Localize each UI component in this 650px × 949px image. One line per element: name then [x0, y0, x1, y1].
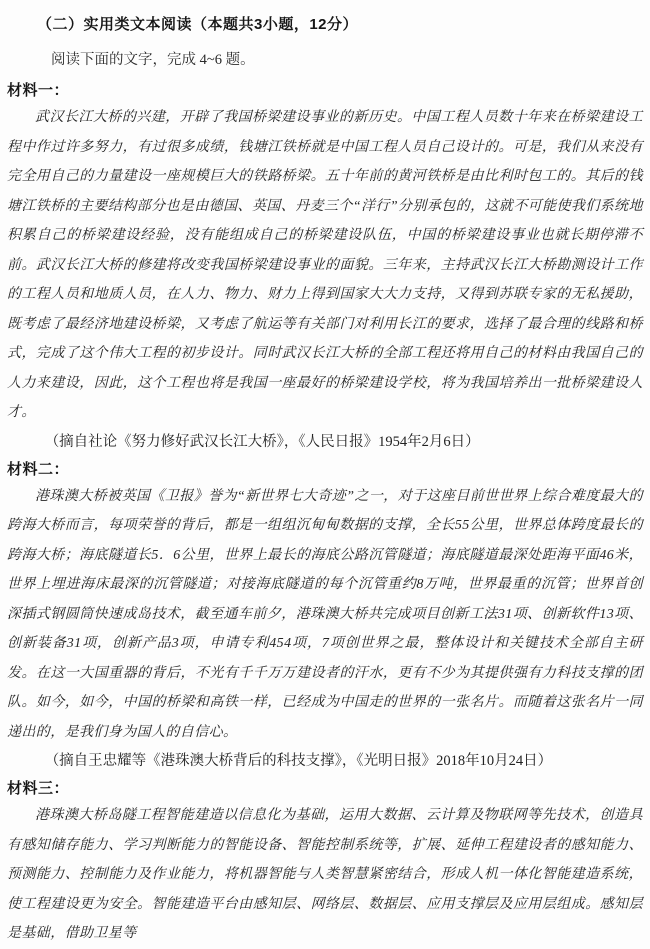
material-2-body: 港珠澳大桥被英国《卫报》誉为“新世界七大奇迹”之一，对于这座目前世世界上综合难度最大的跨海大桥而言，每项荣誉的背后，都是一组组沉甸甸数据的支撑，全长55公里，世界总体跨度最长的跨海大桥；海底隧道长5．6公里，世界上最长的海底公路沉管隧道；海底隧道最深处距海平面46米，世界上埋进海床最深的沉管隧道；对接海底隧道的每个沉管重约8万吨，世界最重的沉管；世界首创深插式钢圆筒快速成岛技术，截至通车前夕，港珠澳大桥共完成项目创新工法31项、创新软件13项、创新装备31项，创新产品3项，申请专利454项，7项创世界之最，整体设计和关键技术全部自主研发。在这一大国重器的背后，不光有千千万万建设者的汗水，更有不少为其提供强有力科技支撑的团队。如今，如今，中国的桥梁和高铁一样，已经成为中国走的世界的一张名片。而随着这张名片一同递出的，是我们身为国人的自信心。: [7, 488, 643, 740]
material-section-1: [7, 80, 643, 457]
material-1-label: 材料一：: [7, 82, 70, 99]
material-section-2: [7, 459, 643, 777]
material-2-label: 材料二：: [7, 460, 70, 478]
material-3-label: 材料三：: [7, 780, 70, 797]
material-1-body: 武汉长江大桥的兴建，开辟了我国桥梁建设事业的新历史。中国工程人员数十年来在桥梁建设工程中作过许多努力，有过很多成绩，钱塘江铁桥就是中国工程人员自己设计的。可是，我们从来没有完全用自己的力量建设一座规模巨大的铁路桥梁。五十年前的黄河铁桥是由比利时包工的。其后的钱塘江铁桥的主要结构部分也是由德国、英国、丹麦三个“洋行”分别承包的，这就不可能使我们系统地积累自己的桥梁建设经验，没有能组成自己的桥梁建设队伍，中国的桥梁建设事业也就长期停滞不前。武汉长江大桥的修建将改变我国桥梁建设事业的面貌。三年来，主持武汉长江大桥勘测设计工作的工程人员和地质人员，在人力、物力、财力上得到国家大大力支持，又得到苏联专家的无私援助，既考虑了最经济地建设桥梁，又考虑了航运等有关部门对利用长江的要求，选择了最合理的线路和桥式，完成了这个伟大工程的初步设计。同时武汉长江大桥的全部工程还将用自己的材料由我国自己的人力来建设，因此，这个工程也将是我国一座最好的桥梁建设学校，将为我国培养出一批桥梁建设人才。: [7, 110, 643, 420]
section-title: （二）实用类文本阅读（本题共3小题，12分）: [37, 16, 359, 33]
instruction-text: 阅读下面的文字，完成 4~6 题。: [51, 52, 255, 68]
material-1-citation: （摘自社论《努力修好武汉长江大桥》，《人民日报》1954年2月6日）: [44, 433, 480, 450]
material-section-3: [7, 778, 643, 949]
material-3-body: 港珠澳大桥岛隧工程智能建造以信息化为基础，运用大数据、云计算及物联网等先技术，创造具有感知储存能力、学习判断能力的智能设备、智能控制系统等，扩展、延伸工程建设者的感知能力、预测能力、控制能力及作业能力，将机器智能与人类智慧紧密结合，形成人机一体化智能建造系统，使工程建设更为安全。智能建造平台由感知层、网络层、数据层、应用支撑层及应用层组成。感知层是基础，借助卫星等: [7, 808, 643, 941]
material-2-citation: （摘自王忠耀等《港珠澳大桥背后的科技支撑》，《光明日报》2018年10月24日）: [44, 753, 553, 769]
